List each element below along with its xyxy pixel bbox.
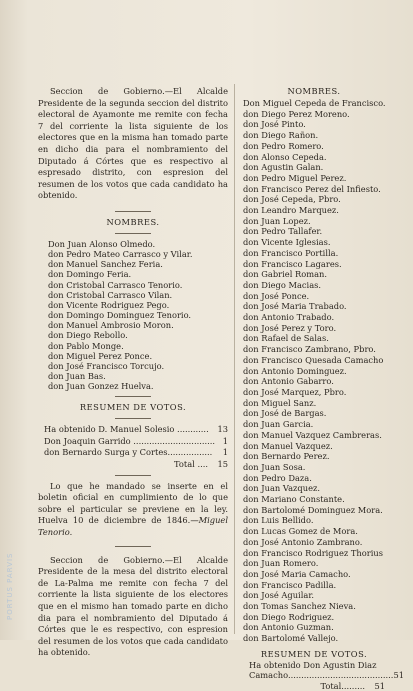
- list-item: don Diego Rañon.: [243, 130, 319, 141]
- vote-total-row: [44, 459, 228, 471]
- vote-count: 1: [222, 435, 228, 446]
- candidate-name: Ha obtenido Don Agustin Diaz: [249, 659, 377, 670]
- list-item: Don Juan Alonso Olmedo.: [48, 238, 156, 249]
- list-item: don Antonio Guzman.: [243, 622, 334, 633]
- elector-list-la-palma: [243, 98, 385, 644]
- closing-paragraph: [38, 481, 228, 539]
- vote-row: [44, 436, 228, 448]
- list-item: don Domingo Feria.: [48, 269, 132, 280]
- list-item: don Juan Bas.: [48, 370, 106, 381]
- list-item: don Vicente Rodriguez Pego.: [48, 299, 170, 310]
- announcement-la-palma: Seccion de Gobierno.—El Alcalde Presidente de la mesa del distrito electoral de La-Palma me remite con fecha 7 del corriente la lista siguiente de los electores que en el mismo han tomado parte en dicho dia para el nombramiento del Diputado á Córtes que le es respectivo, con espresion del resumen de los votos que cada candidato ha obtenido.: [38, 554, 228, 658]
- bleed-through-text: [385, 92, 411, 106]
- list-item: don Leandro Marquez.: [243, 205, 339, 216]
- list-item: don Juan Romero.: [243, 558, 319, 569]
- list-item: don Vicente Iglesias.: [243, 237, 331, 248]
- vote-count: 1: [222, 447, 228, 458]
- list-item: don Bartolomé Vallejo.: [243, 633, 339, 644]
- total-value: 51: [374, 680, 385, 691]
- list-item: don Francisco Portilla.: [243, 247, 339, 258]
- list-item: don Miguel Perez Ponce.: [48, 350, 153, 361]
- list-item: don Juan Garcia.: [243, 419, 314, 430]
- candidate-name: Ha obtenido D. Manuel Solesio ............: [44, 424, 209, 435]
- list-item: don José Ponce.: [243, 290, 310, 301]
- list-item: don José Antonio Zambrano.: [243, 536, 363, 547]
- list-item: don Bartolomé Dominguez Mora.: [243, 504, 383, 515]
- list-item: don Pablo Monge.: [48, 340, 124, 351]
- candidate-name: don Bernardo Surga y Cortes.................: [44, 447, 213, 458]
- separator-rule: [115, 396, 151, 397]
- list-item: don Juan Gonzez Huelva.: [48, 381, 154, 392]
- list-item: don Miguel Sanz.: [243, 397, 317, 408]
- list-item: don Cristobal Carrasco Vilan.: [48, 289, 173, 300]
- vote-row: [249, 670, 405, 681]
- elector-list-ayamonte: [48, 239, 228, 391]
- list-item: don Bernardo Perez.: [243, 451, 330, 462]
- list-item: don José Perez y Toro.: [243, 322, 337, 333]
- list-item: don Pedro Tallafer.: [243, 226, 323, 237]
- vote-row: [44, 424, 228, 436]
- list-item: don Manuel Sanchez Feria.: [48, 259, 163, 270]
- column-divider: [234, 84, 235, 634]
- closing-text: Lo que he mandado se inserte en el boletin oficial en cumplimiento de lo que sobre el particular se previene en la ley. Huelva 10 de diciembre de 1846.: [38, 480, 228, 526]
- candidate-name-cont: Camacho........................................: [249, 670, 394, 681]
- list-item: don Pedro Romero.: [243, 140, 324, 151]
- list-item: don Juan Vazquez.: [243, 483, 321, 494]
- list-item: don Pedro Daza.: [243, 472, 312, 483]
- left-column: [38, 86, 228, 659]
- total-value: 15: [217, 459, 228, 470]
- list-item: don Manuel Vazquez.: [243, 440, 333, 451]
- list-item: don Luis Bellido.: [243, 515, 314, 526]
- list-item: don Francisco Lagares.: [243, 258, 342, 269]
- vote-summary-ayamonte: [44, 424, 228, 470]
- list-item: don Agustin Galan.: [243, 162, 324, 173]
- list-item: don José Aguilar.: [243, 590, 315, 601]
- list-item: don José Francisco Torcujo.: [48, 360, 165, 371]
- separator-rule: [115, 546, 151, 547]
- list-item: don Antonio Trabado.: [243, 312, 335, 323]
- candidate-name: Don Joaquin Garrido ...............................: [44, 435, 216, 446]
- separator-rule: [115, 475, 151, 476]
- list-item: don Diego Rodriguez.: [243, 611, 335, 622]
- library-watermark: PORTUS PARVIS: [6, 552, 14, 620]
- separator-rule: [115, 211, 151, 212]
- list-item: don Tomas Sanchez Nieva.: [243, 601, 356, 612]
- list-item: don Diego Rebollo.: [48, 330, 128, 341]
- list-item: don Antonio Gabarro.: [243, 376, 334, 387]
- list-item: don Cristobal Carrasco Tenorio.: [48, 279, 183, 290]
- right-column: [243, 86, 405, 691]
- separator-rule: [115, 233, 151, 234]
- list-item: don Diego Macias.: [243, 279, 322, 290]
- list-item: don Antonio Dominguez.: [243, 365, 347, 376]
- vote-row: [249, 660, 385, 671]
- list-item: don Pedro Mateo Carrasco y Vilar.: [48, 249, 193, 260]
- vote-count: 51: [393, 670, 405, 681]
- list-item: don José de Bargas.: [243, 408, 327, 419]
- list-item: don Pedro Miguel Perez.: [243, 172, 347, 183]
- vote-total-row: [249, 681, 385, 691]
- list-item: don Mariano Constante.: [243, 494, 345, 505]
- list-item: don Manuel Ambrosio Moron.: [48, 320, 174, 331]
- resumen-heading: RESUMEN DE VOTOS.: [260, 648, 368, 659]
- list-item: don Francisco Padilla.: [243, 579, 337, 590]
- list-item: don Manuel Vazquez Cambreras.: [243, 429, 382, 440]
- total-label: Total ....: [173, 459, 208, 470]
- vote-row: [44, 447, 228, 459]
- list-item: don Gabriel Roman.: [243, 269, 328, 280]
- list-item: don José Maria Trabado.: [243, 301, 347, 312]
- list-item: don Juan Lopez.: [243, 215, 311, 226]
- signature: —Miguel Tenorio.: [38, 515, 228, 538]
- list-item: don José Cepeda, Pbro.: [243, 194, 341, 205]
- list-item: don Diego Perez Moreno.: [243, 108, 350, 119]
- vote-count: 13: [217, 424, 228, 435]
- separator-rule: [115, 418, 151, 419]
- list-item: don Domingo Dominguez Tenorio.: [48, 310, 192, 321]
- list-item: don Lucas Gomez de Mora.: [243, 526, 358, 537]
- list-item: don José Pinto.: [243, 119, 306, 130]
- nombres-heading: NOMBRES.: [287, 86, 341, 96]
- vote-summary-la-palma: [249, 659, 405, 691]
- list-item: Don Miguel Cepeda de Francisco.: [243, 98, 386, 108]
- list-item: don Francisco Perez del Infiesto.: [243, 183, 381, 194]
- list-item: don José Marquez, Pbro.: [243, 386, 347, 397]
- list-item: don Rafael de Salas.: [243, 333, 329, 344]
- nombres-heading: NOMBRES.: [106, 216, 160, 227]
- list-item: don Francisco Zambrano, Pbro.: [243, 344, 376, 355]
- list-item: don Juan Sosa.: [243, 461, 306, 472]
- list-item: don José Maria Camacho.: [243, 568, 351, 579]
- list-item: don Francisco Rodriguez Thorius: [243, 547, 383, 558]
- resumen-heading: RESUMEN DE VOTOS.: [79, 402, 187, 413]
- list-item: don Francisco Quesada Camacho: [243, 354, 384, 365]
- total-label: Total.........: [320, 680, 365, 691]
- announcement-ayamonte: Seccion de Gobierno.—El Alcalde Presidente de la segunda seccion del distrito electoral de Ayamonte me remite con fecha 7 del corriente la lista siguiente de los electores que en la misma han tomado parte en dicho dia para el nombramiento del Diputado á Córtes que es respectivo al espresado distrito, con espresion del resumen de los votos que cada candidato ha obtenido.: [38, 86, 228, 201]
- list-item: don Alonso Cepeda.: [243, 151, 327, 162]
